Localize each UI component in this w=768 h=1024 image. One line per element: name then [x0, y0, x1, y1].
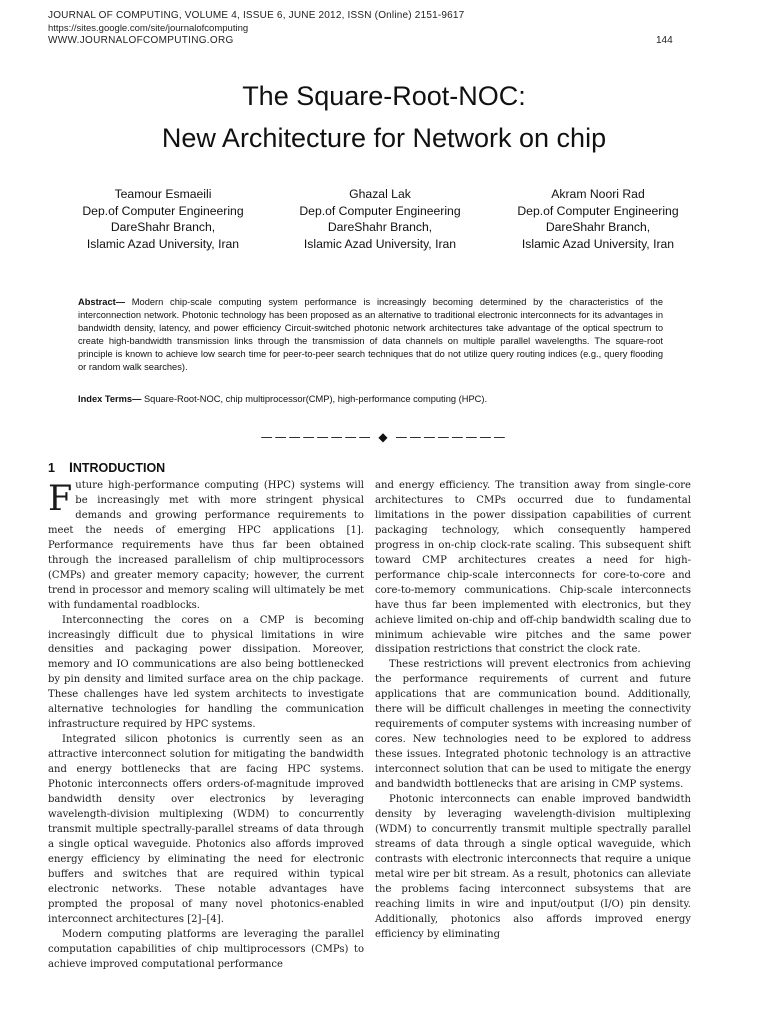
paragraph: These restrictions will prevent electronics from achieving the performance requirements of current and future applications that are communication bound. Additionally, there will be difficult challenges in meeting the connectivity requirements of computer systems with increasing number of cores. New technologies need to be explored to address these issues. Integrated photonic technology is an attractive interconnect solution that can be used to mitigate the energy and bandwidth bottlenecks that are arising in CMP systems.	[375, 659, 691, 791]
abstract	[78, 296, 663, 373]
paragraph	[48, 479, 364, 614]
journal-www-link[interactable]: WWW.JOURNALOFCOMPUTING.ORG	[48, 35, 234, 46]
author-department: Dep.of Computer Engineering	[517, 203, 679, 218]
paragraph-text: uture high-performance computing (HPC) systems will be increasingly met with more stringent physical demands and growing performance requirements to meet the needs of emerging HPC applications [1]. Performance requirements have thus far been obtained through the increased parallelism of chip multiprocessors (CMPs) and greater memory capacity; however, the current trend in processor and memory scaling will ultimately be met with fundamental roadblocks.	[48, 480, 364, 611]
section-heading	[48, 459, 165, 475]
author-branch: DareShahr Branch,	[327, 220, 433, 234]
author-name: Ghazal Lak	[349, 187, 411, 201]
author-block	[488, 186, 708, 252]
author-block	[53, 186, 273, 252]
author-department: Dep.of Computer Engineering	[299, 203, 461, 218]
author-branch: DareShahr Branch,	[545, 220, 651, 234]
author-university: Islamic Azad University, Iran	[521, 236, 675, 251]
drop-cap: F	[48, 479, 73, 519]
paragraph: Photonic interconnects can enable improved bandwidth density by leveraging wavelength-division multiplexing (WDM) to concurrently transmit multiple spectrally parallel streams of data through a single optical waveguide, which contrasts with electronic interconnects that require a unique metal wire per bit stream. As a result, photonics can alleviate the problems facing interconnect subsystems that are reaching limits in wire and input/output (I/O) pin density. Additionally, photonics also affords improved energy efficiency by eliminating	[375, 794, 691, 940]
section-title-rest: NTRODUCTION	[72, 461, 166, 475]
paper-title-line-2: New Architecture for Network on chip	[161, 123, 607, 153]
body-column-right	[375, 479, 691, 943]
section-number: 1	[48, 461, 55, 475]
page-number: 144	[656, 35, 673, 46]
author-block	[270, 186, 490, 252]
author-department: Dep.of Computer Engineering	[82, 203, 244, 218]
author-name: Akram Noori Rad	[551, 187, 645, 201]
paragraph: Modern computing platforms are leveraging the parallel computation capabilities of chip multiprocessors (CMPs) to achieve improved computational performance	[48, 928, 364, 970]
author-branch: DareShahr Branch,	[110, 220, 216, 234]
abstract-text: Modern chip-scale computing system performance is increasingly becoming determined by the characteristics of the interconnection network. Photonic technology has been proposed as an alternative to traditional electronic interconnects for its advantages in bandwidth density, latency, and power efficiency Circuit-switched photonic network architectures take advantage of the optical spectrum to create high-bandwidth transmission links through the transmission of data channels on multiple parallel wavelengths. The square-root principle is known to achieve low search time for peer-to-peer search techniques that do not utilize query routing indices (e.g., query flooding or random walk searches).	[78, 297, 663, 372]
section-title-initial: I	[68, 459, 73, 475]
index-terms	[78, 393, 663, 406]
paragraph: and energy efficiency. The transition away from single-core architectures to CMPs occurred due to fundamental limitations in the power dissipation capabilities of current packaging technology, which consequently hampered progress in on-chip clock-rate scaling. This subsequent shift toward CMP architectures creates a need for high-performance chip-scale interconnects for core-to-core and core-to-memory communications. Chip-scale interconnects have thus far been implemented with electronics, but they achieve limited on-chip and off-chip bandwidth scaling due to minimum achievable wire pitches and the same power dissipation restrictions that constrict the clock rate.	[375, 480, 691, 656]
body-column-left	[48, 479, 364, 972]
author-university: Islamic Azad University, Iran	[303, 236, 457, 251]
journal-site-link[interactable]: https://sites.google.com/site/journalofcomputing	[48, 23, 249, 34]
paragraph: Integrated silicon photonics is currently seen as an attractive interconnect solution for mitigating the bandwidth and energy bottlenecks that are facing HPC systems. Photonic interconnects offers orders-of-magnitude improved bandwidth density over electronics by leveraging wavelength-division multiplexing (WDM) to concurrently transmit multiple spectrally-parallel streams of data through a single optical waveguide. Photonics also affords improved energy efficiency by eliminating the need for electronic buffers and switches that are required within typical electronic networks. These notable advantages have prompted the proposal of many novel photonics-enabled interconnect architectures [2]–[4].	[48, 734, 364, 925]
author-university: Islamic Azad University, Iran	[86, 236, 240, 251]
journal-header: JOURNAL OF COMPUTING, VOLUME 4, ISSUE 6, JUNE 2012, ISSN (Online) 2151-9617	[48, 10, 465, 21]
paper-title-line-1: The Square-Root-NOC:	[242, 81, 526, 111]
abstract-label: Abstract—	[78, 297, 126, 307]
author-name: Teamour Esmaeili	[114, 187, 212, 201]
index-terms-text: Square-Root-NOC, chip multiprocessor(CMP), high-performance computing (HPC).	[141, 394, 488, 404]
paragraph: Interconnecting the cores on a CMP is becoming increasingly difficult due to physical limitations in wire densities and packaging power dissipation. Moreover, memory and IO communications are also being bottlenecked by pin density and limited surface area on the chip package. These challenges have led system architects to investigate alternative technologies for handling the communication infrastructure required by HPC systems.	[48, 614, 364, 731]
index-terms-label: Index Terms—	[78, 394, 142, 404]
section-separator: ———————— ◆ ————————	[260, 430, 508, 444]
